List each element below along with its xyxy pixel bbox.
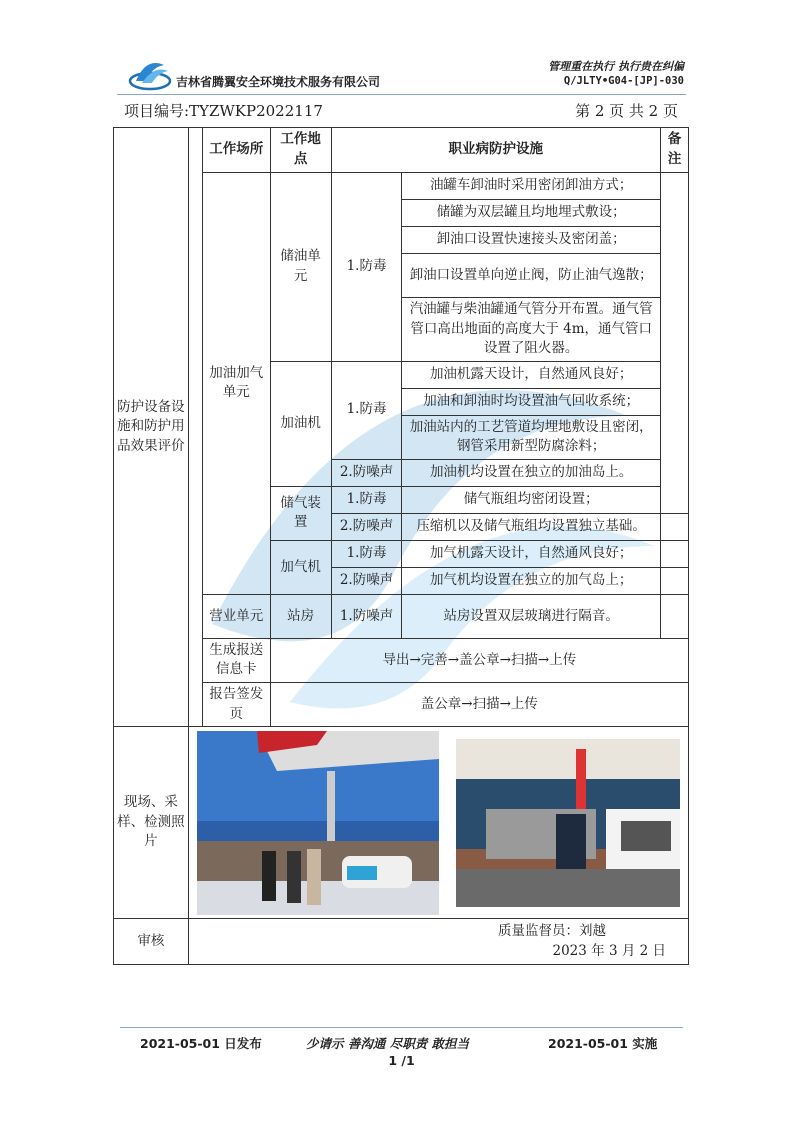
- evaluation-table: [113, 127, 689, 965]
- company-name: 吉林省腾翼安全环境技术服务有限公司: [176, 75, 381, 89]
- measure-item: 加气机露天设计，自然通风良好；: [402, 540, 660, 567]
- header-slogan: 管理重在执行 执行贵在纠偏: [548, 60, 684, 73]
- review-label: 审核: [114, 919, 189, 965]
- sign-page-value: 盖公章→扫描→上传: [270, 682, 688, 726]
- page-number: 1 /1: [388, 1053, 415, 1068]
- page-info: 第 2 页 共 2 页: [575, 102, 678, 120]
- measure-item: 压缩机以及储气瓶组均设置独立基础。: [402, 513, 660, 540]
- remark-cell: [660, 540, 688, 567]
- quality-supervisor: 质量监督员：刘越: [498, 923, 606, 940]
- hazard-poison: 1.防毒: [331, 540, 402, 567]
- col-header-workplace: 工作场所: [202, 128, 270, 173]
- review-date: 2023 年 3 月 2 日: [552, 943, 666, 960]
- document-code: Q/JLTY•G04-[JP]-030: [563, 75, 684, 87]
- location-dispenser: 加油机: [270, 361, 331, 486]
- measure-item: 加气机均设置在独立的加气岛上；: [402, 567, 660, 594]
- company-logo: [128, 55, 172, 91]
- hazard-poison: 1.防毒: [331, 486, 402, 513]
- measure-item: 加油机均设置在独立的加油岛上。: [402, 459, 660, 486]
- unit-fuel-gas: 加油加气单元: [202, 173, 270, 595]
- measure-item: 卸油口设置快速接头及密闭盖；: [402, 227, 660, 254]
- remark-cell: [660, 594, 688, 638]
- measure-item: 汽油罐与柴油罐通气管分开布置。通气管管口高出地面的高度大于 4m，通气管口设置了阻火器。: [402, 298, 660, 362]
- col-header-location: 工作地点: [270, 128, 331, 173]
- location-station: 站房: [270, 594, 331, 638]
- col-header-remark: 备注: [660, 128, 688, 173]
- issue-date: 2021-05-01 日发布: [140, 1036, 262, 1051]
- measure-item: 站房设置双层玻璃进行隔音。: [402, 594, 660, 638]
- footer-divider: [120, 1027, 683, 1028]
- hazard-noise: 2.防噪声: [331, 513, 402, 540]
- hazard-noise: 1.防噪声: [331, 594, 402, 638]
- location-gas-storage: 储气装置: [270, 486, 331, 540]
- measure-item: 加油和卸油时均设置油气回收系统；: [402, 388, 660, 415]
- col-header-measures: 职业病防护设施: [331, 128, 660, 173]
- unit-business: 营业单元: [202, 594, 270, 638]
- effective-date: 2021-05-01 实施: [548, 1036, 658, 1051]
- measure-item: 储气瓶组均密闭设置；: [402, 486, 660, 513]
- remark-cell: [660, 513, 688, 540]
- header-divider: [117, 94, 686, 95]
- section-label: 防护设备设施和防护用品效果评价: [114, 128, 189, 727]
- review-cell: [188, 919, 688, 965]
- location-gas-dispenser: 加气机: [270, 540, 331, 594]
- measure-item: 油罐车卸油时采用密闭卸油方式；: [402, 173, 660, 200]
- hazard-noise: 2.防噪声: [331, 459, 402, 486]
- hazard-poison: 1.防毒: [331, 173, 402, 362]
- spacer-column: [188, 128, 202, 727]
- site-photo-1: [197, 731, 439, 915]
- site-photo-2: [456, 739, 680, 907]
- measure-item: 储罐为双层罐且均地埋式敷设；: [402, 200, 660, 227]
- measure-item: 加油机露天设计，自然通风良好；: [402, 361, 660, 388]
- location-storage: 储油单元: [270, 173, 331, 362]
- remark-cell: [660, 567, 688, 594]
- measure-item: 加油站内的工艺管道均埋地敷设且密闭，钢管采用新型防腐涂料；: [402, 415, 660, 459]
- footer-slogan: 少请示 善沟通 尽职责 敢担当: [306, 1036, 470, 1051]
- hazard-poison: 1.防毒: [331, 361, 402, 459]
- photos-cell: [188, 727, 688, 919]
- project-number: 项目编号:TYZWKP2022117: [124, 102, 323, 120]
- measure-item: 卸油口设置单向逆止阀，防止油气逸散；: [402, 254, 660, 298]
- photos-label: 现场、采样、检测照片: [114, 727, 189, 919]
- hazard-noise: 2.防噪声: [331, 567, 402, 594]
- sign-page-label: 报告签发页: [202, 682, 270, 726]
- info-card-value: 导出→完善→盖公章→扫描→上传: [270, 638, 688, 682]
- info-card-label: 生成报送信息卡: [202, 638, 270, 682]
- remark-cell: [660, 173, 688, 514]
